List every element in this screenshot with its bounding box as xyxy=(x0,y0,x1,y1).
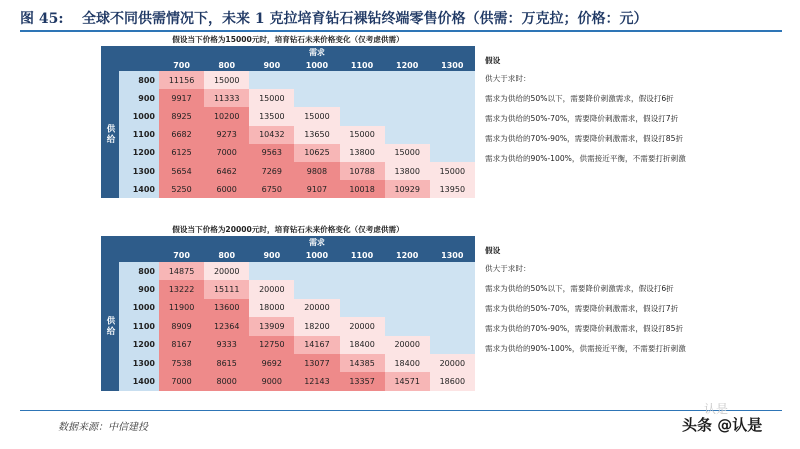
price-cell xyxy=(340,107,385,125)
demand-column-header: 700 xyxy=(159,59,204,71)
supply-row-header: 1100 xyxy=(119,126,159,144)
figure-title-text: 全球不同供需情况下，未来 1 克拉培育钻石裸钻终端零售价格（供需：万克拉；价格：元） xyxy=(82,11,648,27)
supply-row-header: 900 xyxy=(119,280,159,298)
price-cell: 20000 xyxy=(385,336,430,354)
demand-column-header: 1100 xyxy=(340,59,385,71)
price-cell: 10625 xyxy=(294,144,339,162)
price-cell xyxy=(294,71,339,89)
table-corner xyxy=(101,236,159,262)
data-source: 数据来源：中信建投 xyxy=(58,422,148,433)
price-cell xyxy=(340,280,385,298)
figure-number: 图 45: xyxy=(20,11,64,27)
price-cell xyxy=(385,317,430,335)
notes-line: 需求为供给的50%以下，需要降价刺激需求，假设打6折 xyxy=(485,284,674,293)
demand-axis-title: 需求 xyxy=(159,236,475,249)
supply-row-header: 1400 xyxy=(119,372,159,390)
supply-row-header: 900 xyxy=(119,89,159,107)
price-cell: 12750 xyxy=(249,336,294,354)
price-cell xyxy=(340,89,385,107)
notes-line: 需求为供给的50%以下，需要降价刺激需求，假设打6折 xyxy=(485,94,674,103)
price-cell: 20000 xyxy=(294,299,339,317)
supply-row-header: 1000 xyxy=(119,107,159,125)
price-cell: 18400 xyxy=(385,354,430,372)
price-cell: 13600 xyxy=(204,299,249,317)
price-cell: 15000 xyxy=(430,162,475,180)
supply-row-header: 1300 xyxy=(119,354,159,372)
price-cell: 8615 xyxy=(204,354,249,372)
price-cell xyxy=(385,89,430,107)
price-cell: 9107 xyxy=(294,180,339,198)
assumption-notes-2 xyxy=(485,242,785,359)
demand-column-header: 800 xyxy=(204,249,249,262)
price-cell: 15111 xyxy=(204,280,249,298)
price-cell: 18600 xyxy=(430,372,475,390)
supply-row-header: 1300 xyxy=(119,162,159,180)
price-table-15000 xyxy=(101,33,475,219)
demand-column-header: 1300 xyxy=(430,249,475,262)
price-cell: 15000 xyxy=(204,71,249,89)
price-cell: 10929 xyxy=(385,180,430,198)
price-cell xyxy=(385,107,430,125)
supply-row-header: 800 xyxy=(119,262,159,280)
price-cell: 8909 xyxy=(159,317,204,335)
price-cell: 13500 xyxy=(249,107,294,125)
price-cell: 20000 xyxy=(249,280,294,298)
price-cell: 9333 xyxy=(204,336,249,354)
price-cell: 20000 xyxy=(204,262,249,280)
price-grid xyxy=(101,236,475,411)
price-cell: 13357 xyxy=(340,372,385,390)
price-cell xyxy=(340,299,385,317)
demand-column-header: 1300 xyxy=(430,59,475,71)
price-table-20000 xyxy=(101,223,475,411)
price-cell: 13800 xyxy=(340,144,385,162)
price-cell: 14385 xyxy=(340,354,385,372)
supply-row-header: 800 xyxy=(119,71,159,89)
price-cell xyxy=(430,336,475,354)
demand-column-header: 1200 xyxy=(385,249,430,262)
price-cell xyxy=(430,280,475,298)
price-cell: 7538 xyxy=(159,354,204,372)
price-cell: 9273 xyxy=(204,126,249,144)
price-cell: 10432 xyxy=(249,126,294,144)
price-cell: 15000 xyxy=(294,107,339,125)
price-cell: 13950 xyxy=(430,180,475,198)
notes-line: 需求为供给的90%-100%，供需接近平衡，不需要打折刺激 xyxy=(485,154,686,163)
price-cell: 7269 xyxy=(249,162,294,180)
notes-line: 供大于求时： xyxy=(485,264,531,273)
price-cell xyxy=(340,71,385,89)
price-cell xyxy=(430,71,475,89)
watermark: 头条 @认是 xyxy=(682,416,763,434)
demand-column-header: 1000 xyxy=(294,59,339,71)
supply-row-header: 1100 xyxy=(119,317,159,335)
price-cell: 10200 xyxy=(204,107,249,125)
price-cell: 5250 xyxy=(159,180,204,198)
price-cell xyxy=(294,280,339,298)
price-cell: 6000 xyxy=(204,180,249,198)
price-cell: 20000 xyxy=(340,317,385,335)
price-cell: 6462 xyxy=(204,162,249,180)
price-cell xyxy=(294,89,339,107)
price-cell: 10018 xyxy=(340,180,385,198)
price-cell xyxy=(430,299,475,317)
price-cell: 15000 xyxy=(340,126,385,144)
demand-column-header: 900 xyxy=(249,59,294,71)
notes-line: 供大于求时： xyxy=(485,74,531,83)
price-cell: 18200 xyxy=(294,317,339,335)
demand-column-header: 1100 xyxy=(340,249,385,262)
price-cell: 15000 xyxy=(385,144,430,162)
demand-column-header: 1200 xyxy=(385,59,430,71)
notes-title: 假设 xyxy=(485,246,501,255)
price-cell: 9692 xyxy=(249,354,294,372)
watermark-faint: 认是 xyxy=(704,402,729,416)
supply-axis-title: 供给 xyxy=(101,71,119,198)
price-cell: 6750 xyxy=(249,180,294,198)
supply-row-header: 1400 xyxy=(119,180,159,198)
price-cell: 14875 xyxy=(159,262,204,280)
price-cell: 15000 xyxy=(249,89,294,107)
price-cell: 9000 xyxy=(249,372,294,390)
price-cell xyxy=(249,71,294,89)
notes-line: 需求为供给的70%-90%，需要降价刺激需求，假设打85折 xyxy=(485,324,684,333)
figure-title xyxy=(20,8,648,30)
demand-column-header: 900 xyxy=(249,249,294,262)
price-cell: 12143 xyxy=(294,372,339,390)
price-cell: 13909 xyxy=(249,317,294,335)
price-cell: 13222 xyxy=(159,280,204,298)
price-cell: 8000 xyxy=(204,372,249,390)
demand-axis-title: 需求 xyxy=(159,46,475,59)
assumption-notes-1 xyxy=(485,52,785,169)
price-cell: 6682 xyxy=(159,126,204,144)
price-cell: 9563 xyxy=(249,144,294,162)
price-cell xyxy=(430,107,475,125)
price-cell: 13800 xyxy=(385,162,430,180)
notes-line: 需求为供给的70%-90%，需要降价刺激需求，假设打85折 xyxy=(485,134,684,143)
price-cell: 6125 xyxy=(159,144,204,162)
title-divider xyxy=(20,30,782,32)
price-cell xyxy=(340,262,385,280)
price-cell: 14571 xyxy=(385,372,430,390)
price-cell: 8167 xyxy=(159,336,204,354)
supply-row-header: 1000 xyxy=(119,299,159,317)
price-cell xyxy=(249,262,294,280)
supply-row-header: 1200 xyxy=(119,144,159,162)
price-cell: 18000 xyxy=(249,299,294,317)
price-cell: 20000 xyxy=(430,354,475,372)
demand-column-header: 700 xyxy=(159,249,204,262)
price-cell xyxy=(385,126,430,144)
price-cell: 14167 xyxy=(294,336,339,354)
price-cell xyxy=(385,262,430,280)
price-cell: 11333 xyxy=(204,89,249,107)
table-corner xyxy=(101,46,159,71)
supply-row-header: 1200 xyxy=(119,336,159,354)
notes-line: 需求为供给的50%-70%，需要降价刺激需求，假设打7折 xyxy=(485,304,679,313)
price-cell xyxy=(294,262,339,280)
price-cell: 9808 xyxy=(294,162,339,180)
price-cell: 11156 xyxy=(159,71,204,89)
price-cell xyxy=(430,144,475,162)
supply-axis-title: 供给 xyxy=(101,262,119,391)
price-cell xyxy=(430,126,475,144)
price-cell xyxy=(430,89,475,107)
notes-line: 需求为供给的50%-70%，需要降价刺激需求，假设打7折 xyxy=(485,114,679,123)
price-cell xyxy=(385,71,430,89)
price-cell xyxy=(430,262,475,280)
price-cell: 13650 xyxy=(294,126,339,144)
price-cell xyxy=(385,280,430,298)
table-caption: 假设当下价格为15000元时，培育钻石未来价格变化（仅考虑供需） xyxy=(172,35,404,44)
demand-column-header: 800 xyxy=(204,59,249,71)
price-cell: 7000 xyxy=(159,372,204,390)
price-cell: 12364 xyxy=(204,317,249,335)
price-cell xyxy=(385,299,430,317)
price-grid xyxy=(101,46,475,219)
notes-line: 需求为供给的90%-100%，供需接近平衡，不需要打折刺激 xyxy=(485,344,686,353)
price-cell: 8925 xyxy=(159,107,204,125)
price-cell: 9917 xyxy=(159,89,204,107)
footer-divider xyxy=(20,410,782,411)
price-cell xyxy=(430,317,475,335)
price-cell: 10788 xyxy=(340,162,385,180)
price-cell: 7000 xyxy=(204,144,249,162)
demand-column-header: 1000 xyxy=(294,249,339,262)
price-cell: 13077 xyxy=(294,354,339,372)
notes-title: 假设 xyxy=(485,56,501,65)
price-cell: 18400 xyxy=(340,336,385,354)
table-caption: 假设当下价格为20000元时，培育钻石未来价格变化（仅考虑供需） xyxy=(172,225,404,234)
price-cell: 11900 xyxy=(159,299,204,317)
price-cell: 5654 xyxy=(159,162,204,180)
